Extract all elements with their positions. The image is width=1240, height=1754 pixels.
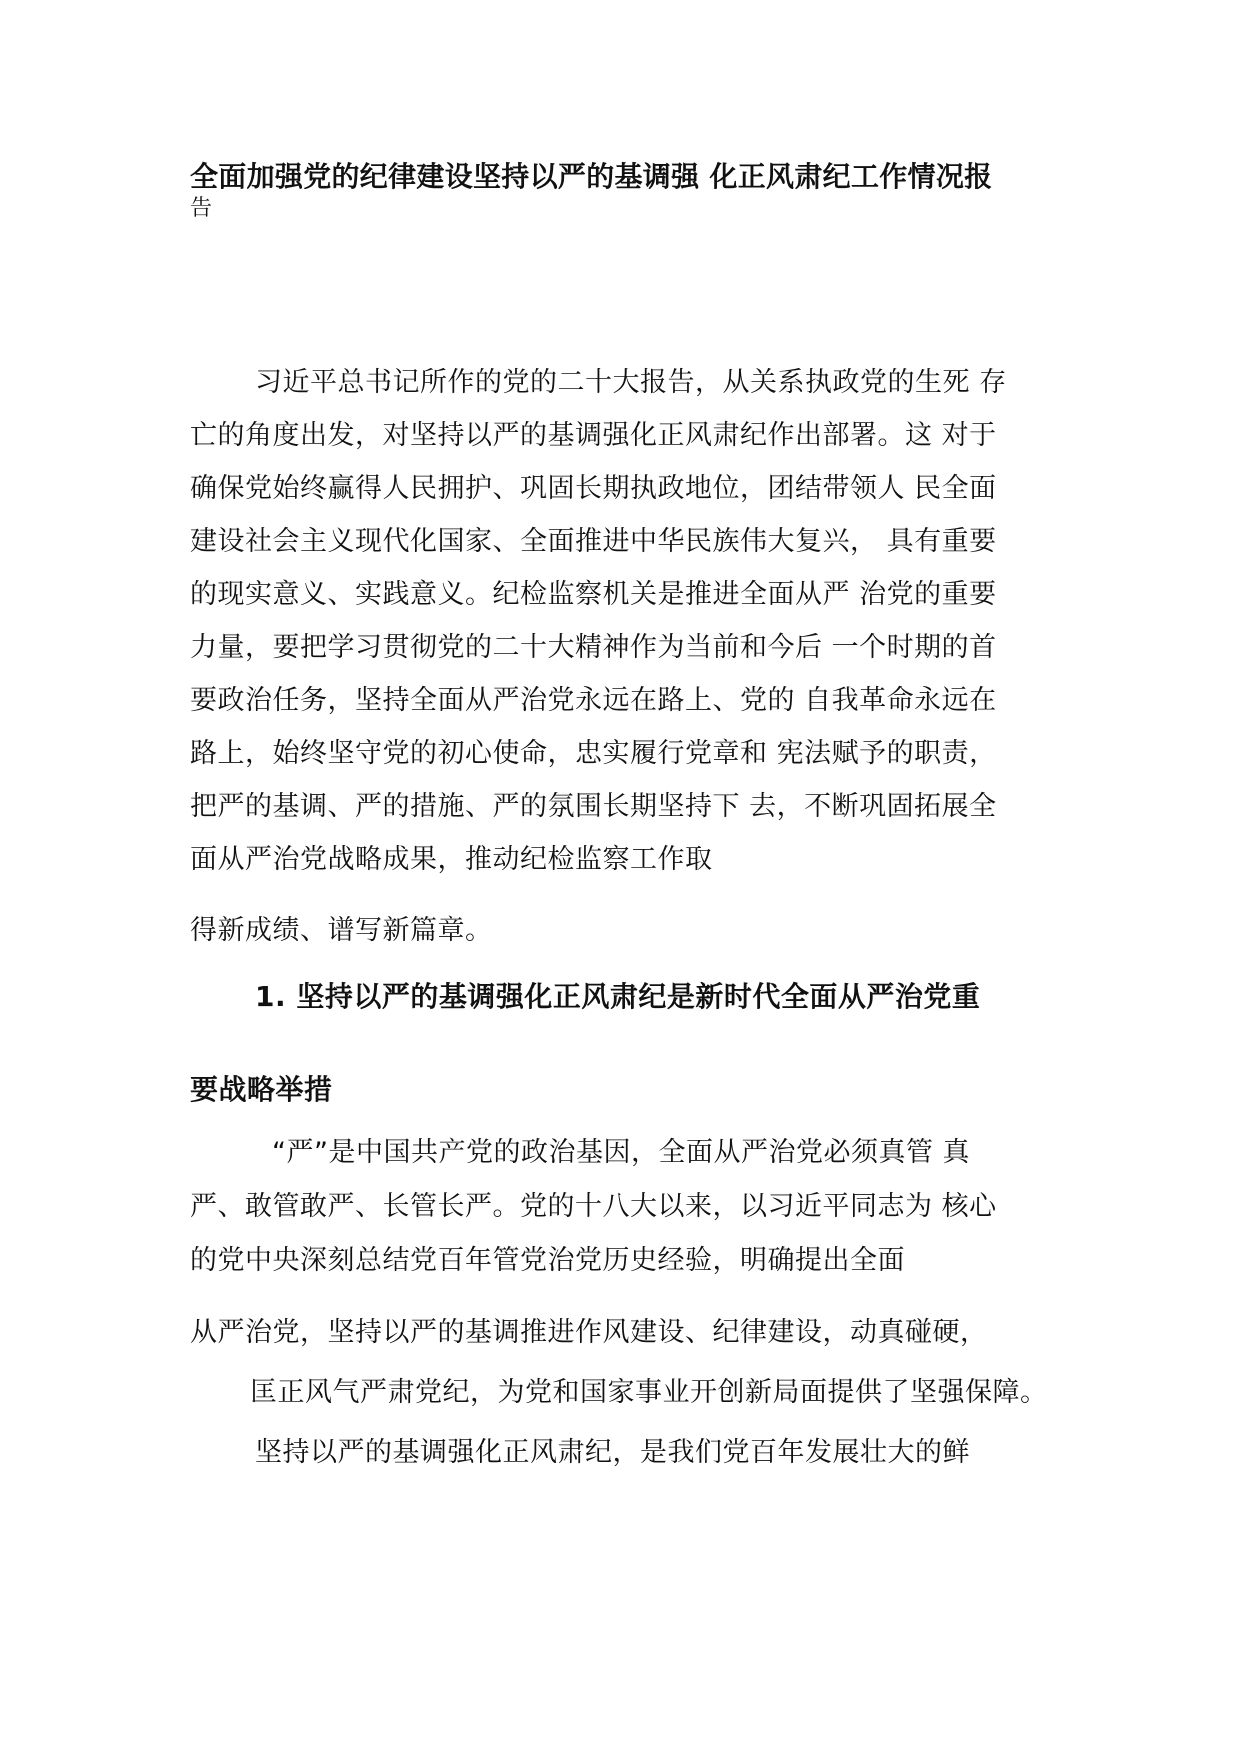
paragraph-line: 把严的基调、严的措施、严的氛围长期坚持下 去，不断巩固拓展全: [190, 791, 997, 822]
document-title-continuation: 告: [190, 196, 213, 221]
paragraph-line: “严”是中国共产党的政治基因，全面从严治党必须真管 真: [272, 1137, 971, 1168]
paragraph-line: 要政治任务，坚持全面从严治党永远在路上、党的 自我革命永远在: [190, 685, 997, 716]
paragraph-line: 的现实意义、实践意义。纪检监察机关是推进全面从严 治党的重要: [190, 579, 997, 610]
document-title: 全面加强党的纪律建设坚持以严的基调强 化正风肃纪工作情况报: [190, 160, 993, 193]
paragraph-line: 坚持以严的基调强化正风肃纪，是我们党百年发展壮大的鲜: [255, 1437, 970, 1468]
paragraph-line: 建设社会主义现代化国家、全面推进中华民族伟大复兴， 具有重要: [190, 526, 997, 557]
paragraph-line: 面从严治党战略成果，推动纪检监察工作取: [190, 844, 713, 875]
paragraph-line: 亡的角度出发，对坚持以严的基调强化正风肃纪作出部署。这 对于: [190, 420, 997, 451]
paragraph-line: 得新成绩、谱写新篇章。: [190, 915, 493, 946]
paragraph-line: 严、敢管敢严、长管长严。党的十八大以来，以习近平同志为 核心: [190, 1191, 997, 1222]
paragraph-line: 习近平总书记所作的党的二十大报告，从关系执政党的生死 存: [255, 367, 1007, 398]
paragraph-line: 从严治党，坚持以严的基调推进作风建设、纪律建设，动真碰硬，: [190, 1317, 988, 1348]
paragraph-line: 路上，始终坚守党的初心使命，忠实履行党章和 宪法赋予的职责，: [190, 738, 997, 769]
paragraph-line: 力量，要把学习贯彻党的二十大精神作为当前和今后 一个时期的首: [190, 632, 997, 663]
paragraph-line: 匡正风气严肃党纪，为党和国家事业开创新局面提供了坚强保障。: [250, 1377, 1048, 1408]
paragraph-line: 确保党始终赢得人民拥护、巩固长期执政地位，团结带领人 民全面: [190, 473, 997, 504]
section-heading-continuation: 要战略举措: [190, 1073, 333, 1106]
paragraph-line: 的党中央深刻总结党百年管党治党历史经验，明确提出全面: [190, 1245, 905, 1276]
section-heading: 1. 坚持以严的基调强化正风肃纪是新时代全面从严治党重: [255, 980, 981, 1013]
